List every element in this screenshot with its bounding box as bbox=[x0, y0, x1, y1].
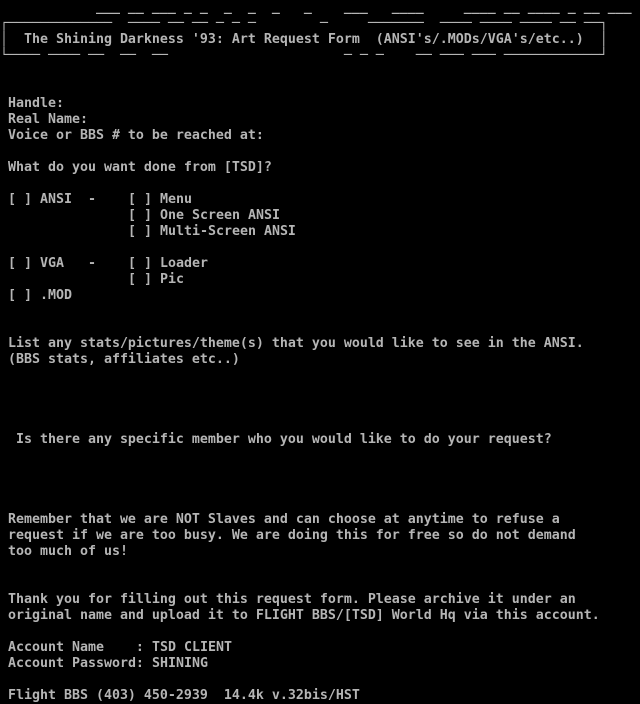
member-prompt: Is there any specific member who you would like to do your request? bbox=[0, 432, 552, 447]
thanks-line2: original name and upload it to FLIGHT BBS/[TSD] World Hq via this account. bbox=[0, 608, 600, 623]
loader-option-label: Loader bbox=[160, 256, 208, 271]
pic-option-row bbox=[0, 272, 640, 288]
account-name-value: TSD CLIENT bbox=[152, 640, 232, 655]
account-password-row bbox=[0, 656, 640, 672]
vga-checkbox[interactable]: [ ] bbox=[8, 256, 32, 271]
account-name-label: Account Name : bbox=[8, 640, 144, 655]
one-screen-ansi-option-label: One Screen ANSI bbox=[160, 208, 280, 223]
title-box-bottom-border: └──── ──── ── ── ── ─ ─ ─ ── ─── ─── ────────────┘ bbox=[0, 48, 608, 63]
ansi-option-label: ANSI bbox=[40, 192, 72, 207]
account-password-value: SHINING bbox=[152, 656, 208, 671]
one-screen-ansi-checkbox[interactable]: [ ] bbox=[128, 208, 152, 223]
dash-separator: - bbox=[88, 192, 96, 207]
ansi-option-row bbox=[0, 192, 640, 208]
disclaimer-line1: Remember that we are NOT Slaves and can choose at anytime to refuse a bbox=[0, 512, 560, 527]
vga-option-label: VGA bbox=[40, 256, 64, 271]
bbs-footer-line: Flight BBS (403) 450-2939 14.4k v.32bis/HST bbox=[0, 688, 360, 703]
mod-option-row bbox=[0, 288, 640, 304]
mod-option-label: .MOD bbox=[40, 288, 72, 303]
vga-option-row bbox=[0, 256, 640, 272]
page-title: │ The Shining Darkness '93: Art Request Form (ANSI's/.MODs/VGA's/etc..) │ bbox=[0, 32, 608, 47]
account-password-label: Account Password: bbox=[8, 656, 144, 671]
disclaimer-line3: too much of us! bbox=[0, 544, 128, 559]
dash-separator: - bbox=[88, 256, 96, 271]
one-screen-ansi-option-row bbox=[0, 208, 640, 224]
stats-prompt-line1: List any stats/pictures/theme(s) that you would like to see in the ANSI. bbox=[0, 336, 584, 351]
title-box-top-border: ┌───────────── ──── ── ── ─ ─ ─ ─ ─────── ──── ──── ──── ── ──┐ bbox=[0, 16, 608, 31]
request-type-prompt: What do you want done from [TSD]? bbox=[0, 160, 272, 175]
multi-screen-ansi-option-label: Multi-Screen ANSI bbox=[160, 224, 296, 239]
disclaimer-line2: request if we are too busy. We are doing this for free so do not demand bbox=[0, 528, 576, 543]
pic-checkbox[interactable]: [ ] bbox=[128, 272, 152, 287]
multi-screen-ansi-option-row bbox=[0, 224, 640, 240]
menu-checkbox[interactable]: [ ] bbox=[128, 192, 152, 207]
menu-option-label: Menu bbox=[160, 192, 192, 207]
header-overline-decoration: ___ __ ___ _ _ _ _ _ _ ___ ____ ____ __ ____ _ __ ___ bbox=[0, 0, 632, 15]
real-name-field-label: Real Name: bbox=[0, 112, 88, 127]
account-name-row bbox=[0, 640, 640, 656]
voice-bbs-field-label: Voice or BBS # to be reached at: bbox=[0, 128, 264, 143]
handle-field-label: Handle: bbox=[0, 96, 64, 111]
thanks-line1: Thank you for filling out this request form. Please archive it under an bbox=[0, 592, 576, 607]
stats-prompt-line2: (BBS stats, affiliates etc..) bbox=[0, 352, 240, 367]
mod-checkbox[interactable]: [ ] bbox=[8, 288, 32, 303]
pic-option-label: Pic bbox=[160, 272, 184, 287]
multi-screen-ansi-checkbox[interactable]: [ ] bbox=[128, 224, 152, 239]
loader-checkbox[interactable]: [ ] bbox=[128, 256, 152, 271]
ansi-checkbox[interactable]: [ ] bbox=[8, 192, 32, 207]
